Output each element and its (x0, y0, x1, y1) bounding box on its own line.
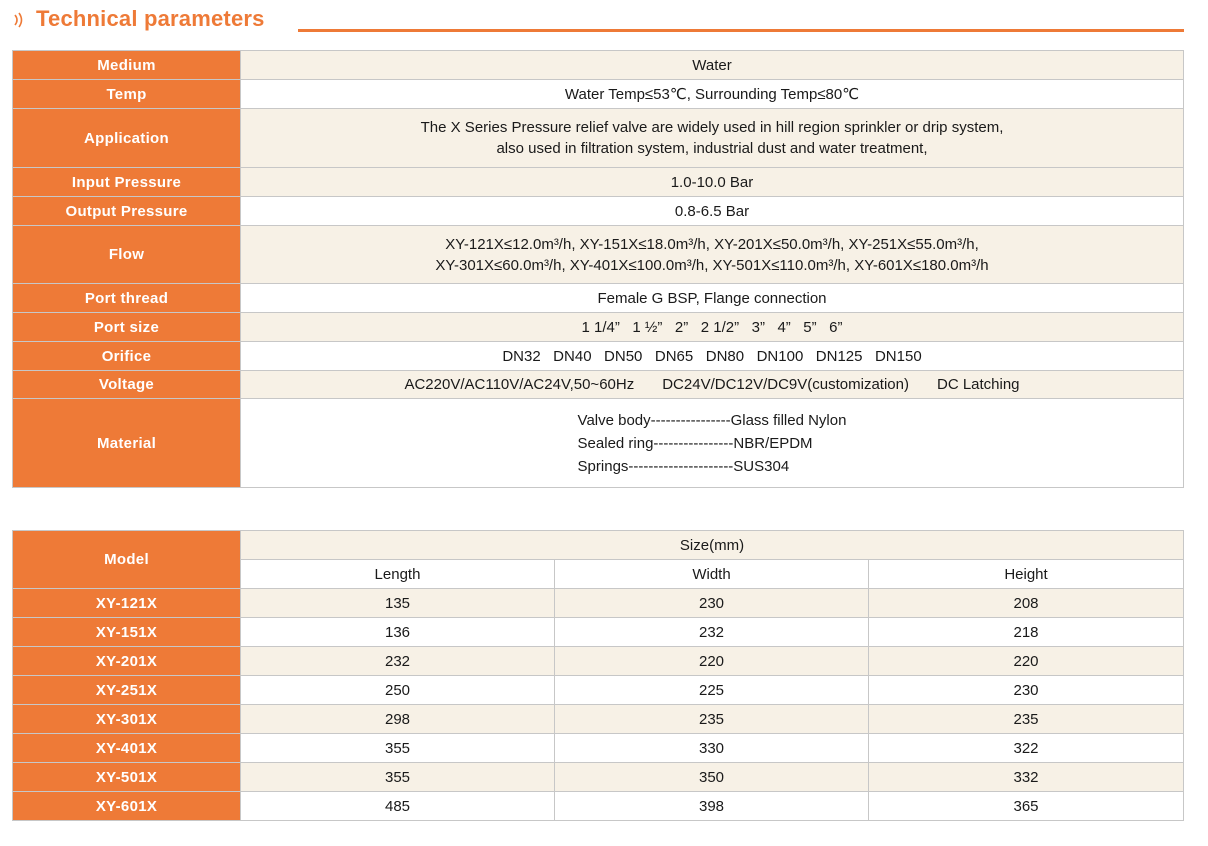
size-table (12, 530, 1184, 821)
model-cell: XY-151X (13, 618, 241, 647)
param-label: Voltage (13, 371, 241, 399)
height-cell: 208 (869, 589, 1184, 618)
chevron-sound-icon (12, 8, 30, 32)
param-row-temp (13, 80, 1184, 109)
height-cell: 218 (869, 618, 1184, 647)
param-value: Water (241, 51, 1184, 80)
param-value: 1 1/4” 1 ½” 2” 2 1/2” 3” 4” 5” 6” (241, 313, 1184, 342)
height-cell: 230 (869, 676, 1184, 705)
material-line: Sealed ring----------------NBR/EPDM (577, 434, 813, 452)
section-heading (12, 4, 1184, 34)
model-cell: XY-401X (13, 734, 241, 763)
param-value: Water Temp≤53℃, Surrounding Temp≤80℃ (241, 80, 1184, 109)
table-row (13, 734, 1184, 763)
model-cell: XY-501X (13, 763, 241, 792)
width-cell: 220 (555, 647, 869, 676)
flow-line-1: XY-121X≤12.0m³/h, XY-151X≤18.0m³/h, XY-201X≤50.0m³/h, XY-251X≤55.0m³/h, (445, 235, 979, 253)
param-row-output-pressure (13, 197, 1184, 226)
model-cell: XY-121X (13, 589, 241, 618)
param-label: Temp (13, 80, 241, 109)
param-row-application (13, 109, 1184, 168)
param-label: Output Pressure (13, 197, 241, 226)
table-row (13, 705, 1184, 734)
voltage-latching: DC Latching (936, 376, 1020, 393)
length-cell: 250 (241, 676, 555, 705)
material-line: Springs---------------------SUS304 (577, 457, 790, 475)
flow-line-2: XY-301X≤60.0m³/h, XY-401X≤100.0m³/h, XY-501X≤110.0m³/h, XY-601X≤180.0m³/h (435, 256, 989, 274)
param-label: Port size (13, 313, 241, 342)
application-line-1: The X Series Pressure relief valve are widely used in hill region sprinkler or drip system, (420, 119, 1004, 136)
param-label: Flow (13, 226, 241, 284)
height-cell: 365 (869, 792, 1184, 821)
model-header: Model (13, 531, 241, 589)
height-cell: 332 (869, 763, 1184, 792)
param-row-port-thread (13, 284, 1184, 313)
param-row-flow (13, 226, 1184, 284)
table-row (13, 618, 1184, 647)
length-cell: 355 (241, 734, 555, 763)
param-value (241, 399, 1184, 488)
application-line-2: also used in filtration system, industrial dust and water treatment, (496, 140, 928, 157)
size-header-row (13, 531, 1184, 560)
width-cell: 235 (555, 705, 869, 734)
length-cell: 136 (241, 618, 555, 647)
length-cell: 298 (241, 705, 555, 734)
param-label: Application (13, 109, 241, 168)
width-cell: 232 (555, 618, 869, 647)
parameters-table (12, 50, 1184, 488)
param-row-material (13, 399, 1184, 488)
param-label: Port thread (13, 284, 241, 313)
heading-underline (298, 29, 1184, 32)
param-row-medium (13, 51, 1184, 80)
param-value: 1.0-10.0 Bar (241, 168, 1184, 197)
column-header-height: Height (869, 560, 1184, 589)
width-cell: 350 (555, 763, 869, 792)
voltage-dc: DC24V/DC12V/DC9V(customization) (662, 376, 909, 393)
length-cell: 485 (241, 792, 555, 821)
table-row (13, 763, 1184, 792)
param-value (241, 226, 1184, 284)
length-cell: 135 (241, 589, 555, 618)
model-cell: XY-301X (13, 705, 241, 734)
width-cell: 230 (555, 589, 869, 618)
param-label: Orifice (13, 342, 241, 371)
length-cell: 232 (241, 647, 555, 676)
model-cell: XY-601X (13, 792, 241, 821)
param-row-input-pressure (13, 168, 1184, 197)
param-row-voltage (13, 371, 1184, 399)
length-cell: 355 (241, 763, 555, 792)
material-line: Valve body----------------Glass filled Nylon (577, 411, 847, 429)
material-list (578, 409, 847, 478)
column-header-width: Width (555, 560, 869, 589)
param-value (241, 371, 1184, 399)
table-row (13, 647, 1184, 676)
param-value (241, 109, 1184, 168)
height-cell: 235 (869, 705, 1184, 734)
param-value: 0.8-6.5 Bar (241, 197, 1184, 226)
width-cell: 330 (555, 734, 869, 763)
height-cell: 220 (869, 647, 1184, 676)
height-cell: 322 (869, 734, 1184, 763)
voltage-ac: AC220V/AC110V/AC24V,50~60Hz (404, 376, 635, 393)
table-row (13, 676, 1184, 705)
param-value: DN32 DN40 DN50 DN65 DN80 DN100 DN125 DN150 (241, 342, 1184, 371)
param-label: Medium (13, 51, 241, 80)
model-cell: XY-251X (13, 676, 241, 705)
param-label: Material (13, 399, 241, 488)
model-cell: XY-201X (13, 647, 241, 676)
param-row-orifice (13, 342, 1184, 371)
table-row (13, 589, 1184, 618)
table-row (13, 792, 1184, 821)
param-value: Female G BSP, Flange connection (241, 284, 1184, 313)
section-title: Technical parameters (36, 6, 265, 31)
width-cell: 225 (555, 676, 869, 705)
column-header-length: Length (241, 560, 555, 589)
width-cell: 398 (555, 792, 869, 821)
param-row-port-size (13, 313, 1184, 342)
size-header: Size(mm) (241, 531, 1184, 560)
param-label: Input Pressure (13, 168, 241, 197)
